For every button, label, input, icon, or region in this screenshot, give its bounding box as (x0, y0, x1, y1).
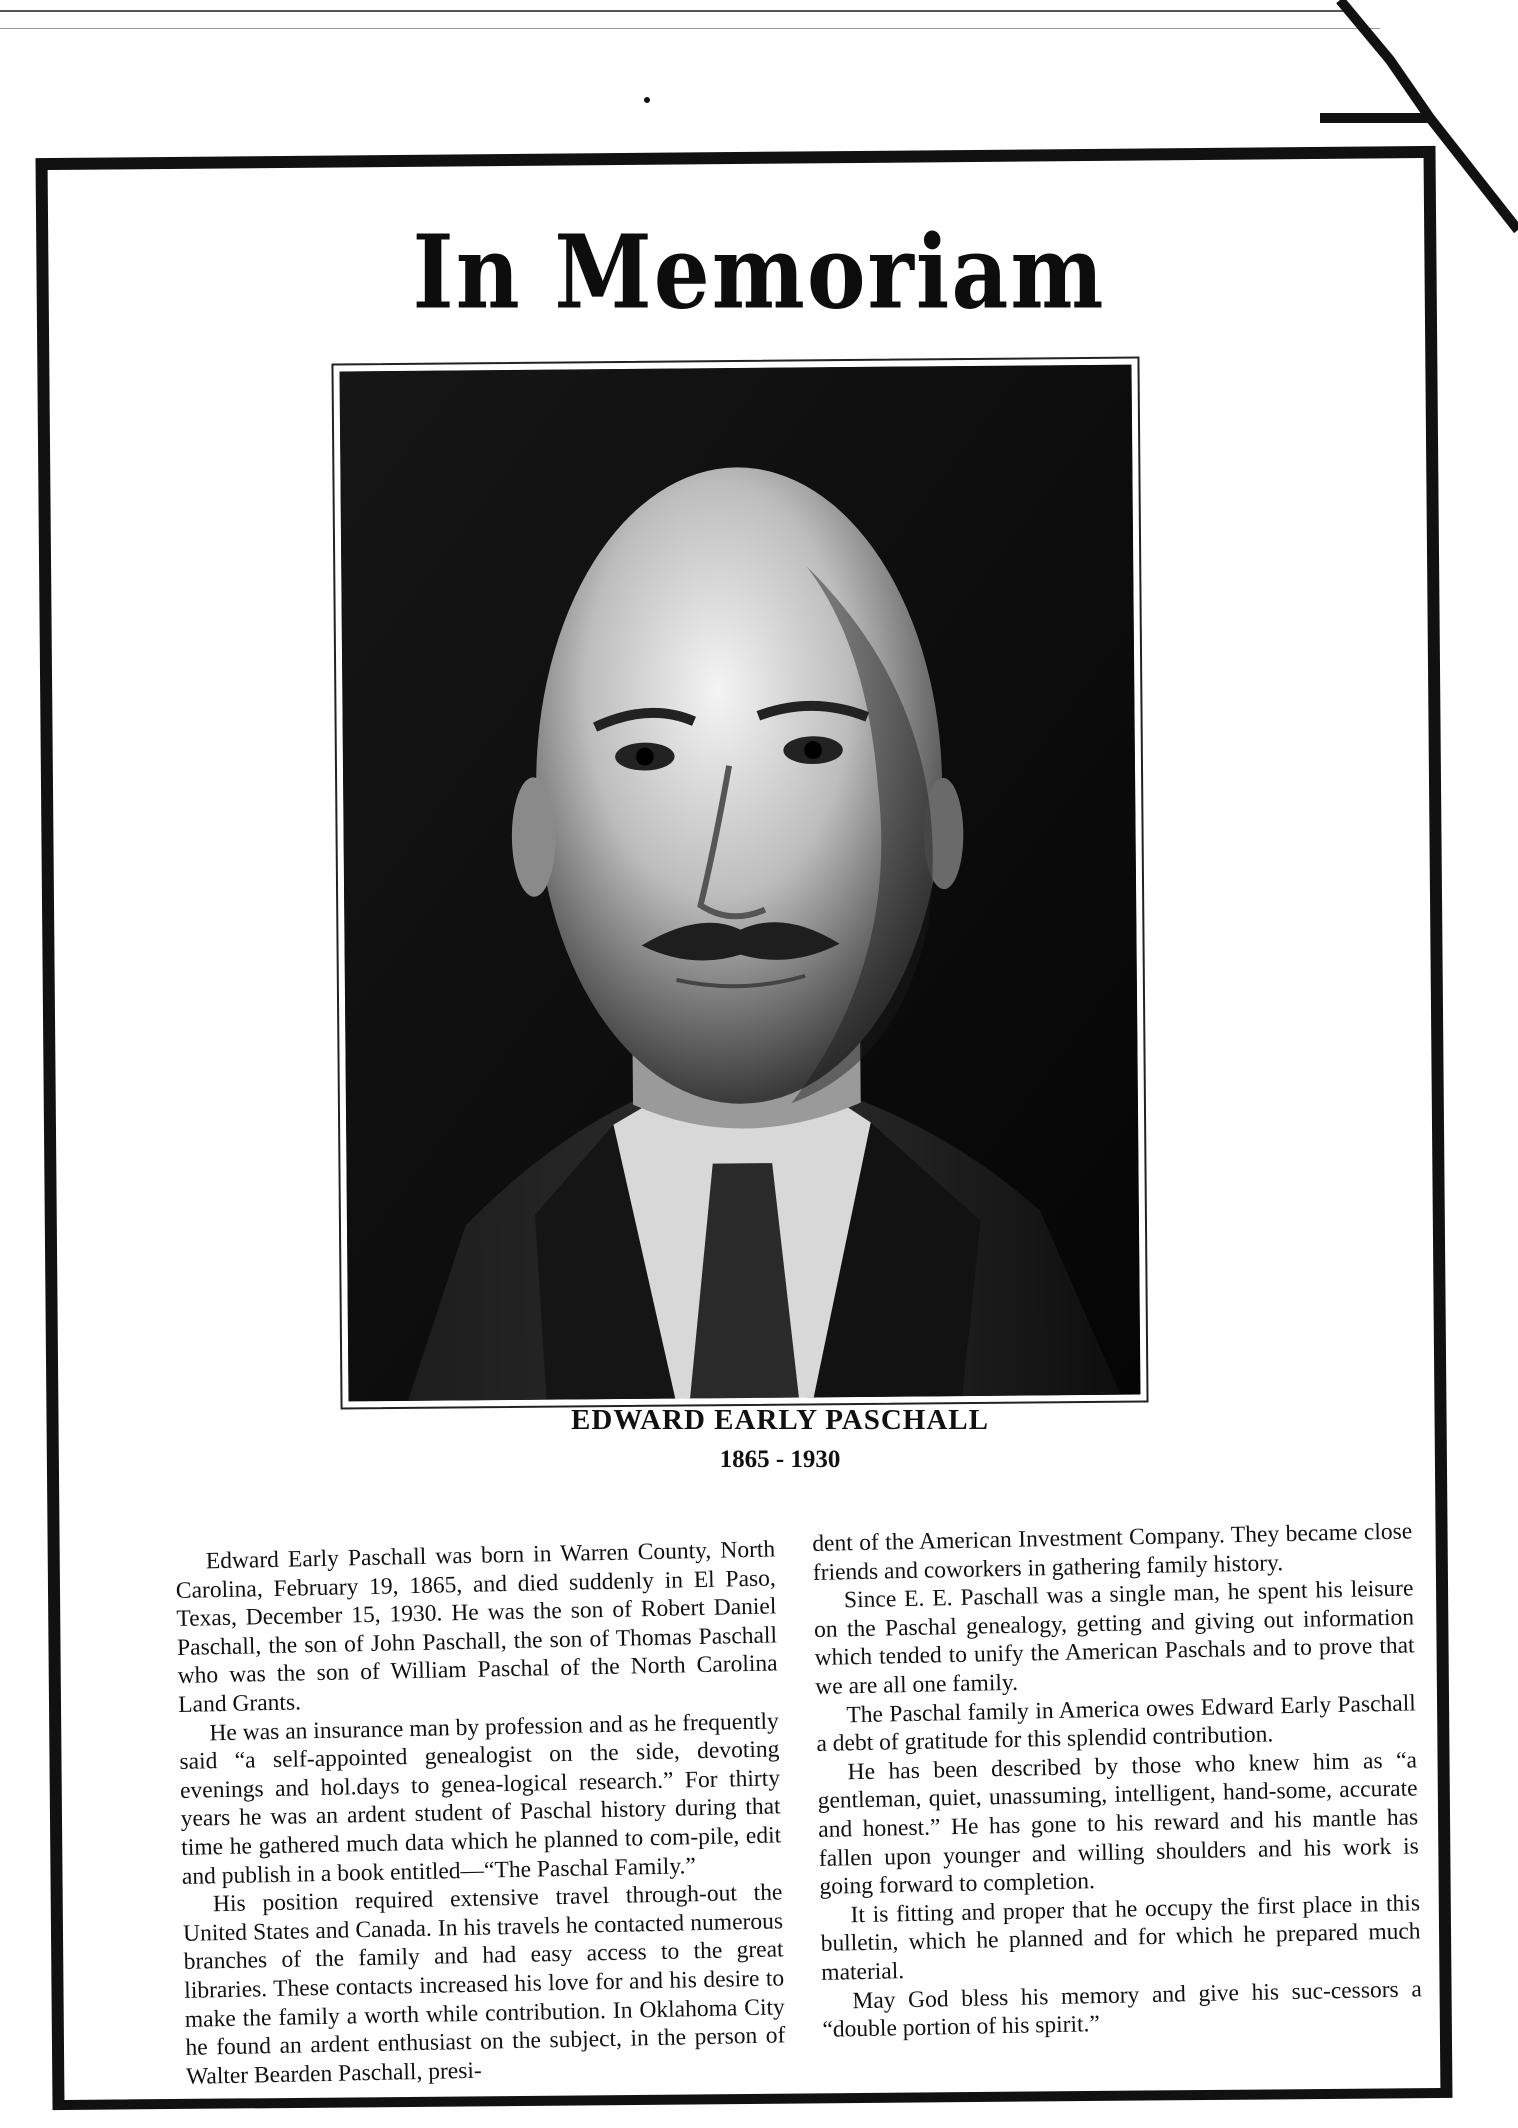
portrait-caption-name: EDWARD EARLY PASCHALL (571, 1404, 989, 1436)
article-paragraph: Since E. E. Paschall was a single man, he spent his leisure on the Paschal genealogy, getting and giving out information which tended to unify the American Paschals and to prove that we are all one family. (813, 1575, 1415, 1700)
article-paragraph: His position required extensive travel through-out the United States and Canada. In his travels he contacted numerous branches of the family and had easy access to the great libraries. These contacts increased his love for and his desire to make the family a worth while contribution. In Oklahoma City he found an ardent enthusiast on the subject, in the person of Walter Bearden Paschall, presi- (182, 1879, 786, 2090)
article-paragraph: Edward Early Paschall was born in Warren County, North Carolina, February 19, 1865, and died suddenly in El Paso, Texas, December 15, 1930. He was the son of Robert Daniel Paschall, the son of John Paschall, the son of Thomas Paschall who was the son of William Paschal of the North Carolina Land Grants. (175, 1536, 778, 1718)
page-title: In Memoriam (412, 212, 1106, 332)
portrait-caption-dates: 1865 - 1930 (719, 1446, 841, 1473)
scan-speck (644, 97, 650, 103)
article-column-right (812, 1517, 1423, 2044)
article-column-left (175, 1535, 786, 2091)
article-paragraph: He was an insurance man by profession and as he frequently said “a self-appointed genealogist on the side, devoting evenings and hol.days to genea-logical research.” For thirty years he was an ardent student of Paschal history during that time he gathered much data which he planned to com-pile, edit and publish in a book entitled—“The Paschal Family.” (179, 1707, 782, 1890)
article-paragraph: May God bless his memory and give his suc-cessors a “double portion of his spirit.” (822, 1975, 1423, 2043)
article-paragraph: The Paschal family in America owes Edward Early Paschall a debt of gratitude for this splendid contribution. (816, 1689, 1417, 1758)
article-paragraph-continued: dent of the American Investment Company. They became close friends and coworkers in gathering family history. (812, 1518, 1413, 1586)
scan-edge-line (0, 10, 1350, 12)
portrait-frame (331, 356, 1148, 1409)
scan-edge-line-faint (0, 28, 1380, 29)
portrait-photo-icon (340, 365, 1141, 1402)
article-paragraph: He has been described by those who knew him as “a gentleman, quiet, unassuming, intelligent, hand-some, accurate and honest.” He has gone to his reward and his mantle has fallen upon younger and willing shoulders and his work is going forward to completion. (817, 1747, 1420, 1901)
article-paragraph: It is fitting and proper that he occupy the first place in this bulletin, which he planned and for which he prepared much material. (820, 1890, 1421, 1986)
